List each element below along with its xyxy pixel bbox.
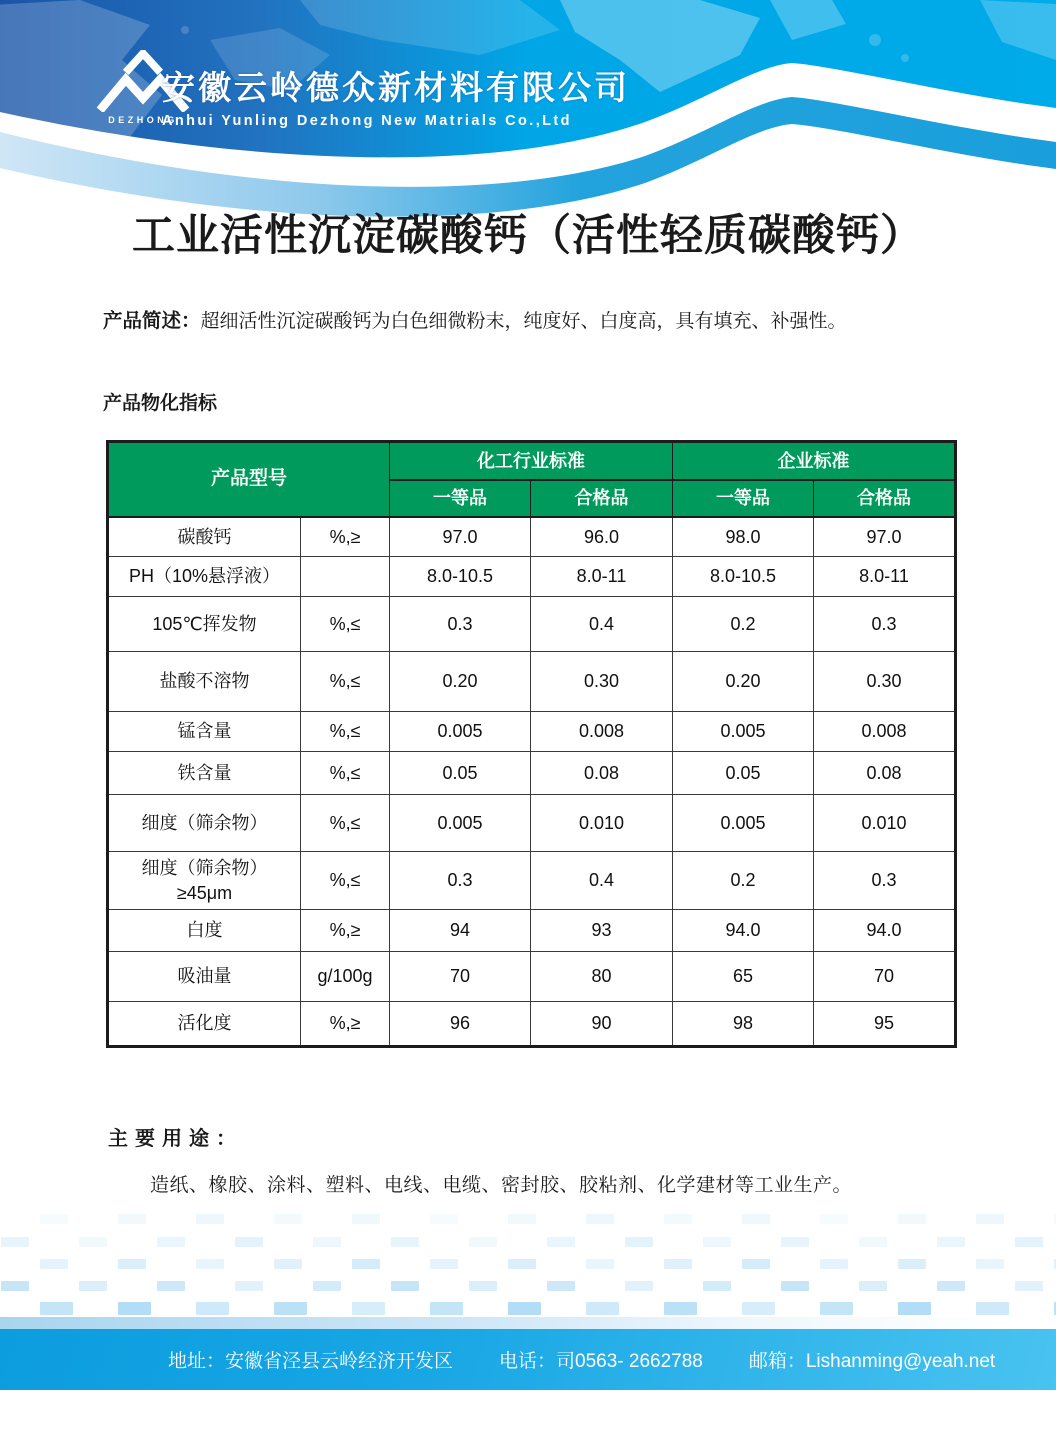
spec-value-cell: 0.008 [531, 712, 673, 752]
mosaic-square [820, 1214, 848, 1224]
company-names [162, 62, 630, 129]
mosaic-square [976, 1302, 1009, 1315]
mosaic-square [859, 1281, 887, 1291]
spec-value-cell: 65 [673, 952, 814, 1002]
mosaic-square [781, 1281, 809, 1291]
mosaic-square [235, 1237, 263, 1247]
mosaic-square [820, 1302, 853, 1315]
spec-value-cell: 0.08 [531, 752, 673, 795]
spec-unit-cell: %,≤ [301, 652, 390, 712]
mosaic-square [742, 1259, 770, 1269]
mosaic-square [1, 1281, 29, 1291]
mosaic-square [781, 1237, 809, 1247]
table-row [108, 852, 956, 910]
spec-value-cell: 0.2 [673, 852, 814, 910]
mosaic-square [976, 1259, 1004, 1269]
spec-unit-cell: %,≤ [301, 752, 390, 795]
table-row [108, 1002, 956, 1047]
mosaic-square [469, 1237, 497, 1247]
mosaic-square [976, 1214, 1004, 1224]
header-product-model: 产品型号 [108, 442, 390, 517]
mosaic-square [430, 1302, 463, 1315]
sub-header-qualified-2: 合格品 [814, 480, 956, 517]
mosaic-square [313, 1281, 341, 1291]
spec-name-cell: 细度（筛余物） ≥45μm [108, 852, 301, 910]
mosaic-square [937, 1281, 965, 1291]
spec-unit-cell: %,≤ [301, 795, 390, 852]
table-row [108, 795, 956, 852]
mosaic-square [586, 1302, 619, 1315]
spec-unit-cell [301, 557, 390, 597]
spec-value-cell: 94 [390, 910, 531, 952]
sub-header-qualified-1: 合格品 [531, 480, 673, 517]
spec-value-cell: 8.0-10.5 [673, 557, 814, 597]
pale-strip [0, 1317, 1056, 1329]
table-row [108, 517, 956, 557]
mosaic-square [235, 1281, 263, 1291]
spec-value-cell: 0.010 [814, 795, 956, 852]
table-row [108, 952, 956, 1002]
spec-value-cell: 0.05 [673, 752, 814, 795]
mosaic-square [664, 1214, 692, 1224]
spec-value-cell: 0.30 [814, 652, 956, 712]
spec-value-cell: 0.010 [531, 795, 673, 852]
spec-value-cell: 0.008 [814, 712, 956, 752]
spec-name-cell: 吸油量 [108, 952, 301, 1002]
spec-value-cell: 0.08 [814, 752, 956, 795]
sub-header-first-grade-2: 一等品 [673, 480, 814, 517]
summary-text: 超细活性沉淀碳酸钙为白色细微粉末，纯度好、白度高，具有填充、补强性。 [200, 311, 847, 332]
mosaic-square [352, 1302, 385, 1315]
spec-value-cell: 0.4 [531, 852, 673, 910]
mosaic-square [1, 1237, 29, 1247]
spec-value-cell: 0.3 [390, 852, 531, 910]
spec-value-cell: 97.0 [814, 517, 956, 557]
spec-value-cell: 98 [673, 1002, 814, 1047]
spec-value-cell: 8.0-11 [531, 557, 673, 597]
mosaic-square [586, 1259, 614, 1269]
uses-text: 造纸、橡胶、涂料、塑料、电线、电缆、密封胶、胶粘剂、化学建材等工业生产。 [150, 1175, 853, 1196]
table-row [108, 712, 956, 752]
spec-unit-cell: %,≤ [301, 597, 390, 652]
spec-value-cell: 0.3 [814, 597, 956, 652]
table-row [108, 597, 956, 652]
product-summary [103, 308, 963, 336]
spec-value-cell: 96.0 [531, 517, 673, 557]
spec-value-cell: 97.0 [390, 517, 531, 557]
spec-name-cell: 碳酸钙 [108, 517, 301, 557]
mosaic-square [703, 1281, 731, 1291]
spec-name-cell: 105℃挥发物 [108, 597, 301, 652]
footer-address: 地址：安徽省泾县云岭经济开发区 [168, 1351, 454, 1372]
spec-name-cell: 锰含量 [108, 712, 301, 752]
spec-table-body [108, 517, 956, 1047]
spec-value-cell: 0.05 [390, 752, 531, 795]
mosaic-square [196, 1214, 224, 1224]
mosaic-square [547, 1237, 575, 1247]
spec-name-cell: PH（10%悬浮液） [108, 557, 301, 597]
mosaic-square [898, 1302, 931, 1315]
table-row [108, 652, 956, 712]
mosaic-square [40, 1302, 73, 1315]
mosaic-square [820, 1259, 848, 1269]
logo-text: DEZHONG [108, 115, 178, 125]
mosaic-square [664, 1302, 697, 1315]
spec-unit-cell: %,≤ [301, 852, 390, 910]
mosaic-square [157, 1237, 185, 1247]
mosaic-square [430, 1214, 458, 1224]
footer-phone: 电话：司0563- 2662788 [499, 1351, 703, 1372]
spec-value-cell: 96 [390, 1002, 531, 1047]
sub-header-first-grade-1: 一等品 [390, 480, 531, 517]
spec-value-cell: 0.005 [390, 795, 531, 852]
mosaic-pattern [0, 1205, 1056, 1317]
spec-value-cell: 0.3 [814, 852, 956, 910]
mosaic-square [508, 1302, 541, 1315]
spec-value-cell: 98.0 [673, 517, 814, 557]
mosaic-square [547, 1281, 575, 1291]
mosaic-square [664, 1259, 692, 1269]
mosaic-square [79, 1281, 107, 1291]
mosaic-square [898, 1214, 926, 1224]
mosaic-square [157, 1281, 185, 1291]
mosaic-square [859, 1237, 887, 1247]
spec-value-cell: 8.0-11 [814, 557, 956, 597]
spec-unit-cell: %,≥ [301, 517, 390, 557]
spec-name-cell: 铁含量 [108, 752, 301, 795]
spec-table-header [108, 442, 956, 517]
spec-value-cell: 95 [814, 1002, 956, 1047]
mosaic-square [391, 1281, 419, 1291]
spec-value-cell: 80 [531, 952, 673, 1002]
spec-value-cell: 94.0 [673, 910, 814, 952]
group-header-enterprise-standard: 企业标准 [673, 442, 956, 480]
section-heading-specs: 产品物化指标 [103, 393, 218, 414]
mosaic-square [313, 1237, 341, 1247]
mosaic-square [352, 1214, 380, 1224]
mosaic-square [937, 1237, 965, 1247]
spec-value-cell: 0.2 [673, 597, 814, 652]
spec-name-cell: 细度（筛余物） [108, 795, 301, 852]
spec-value-cell: 0.20 [673, 652, 814, 712]
mosaic-square [196, 1302, 229, 1315]
mosaic-square [703, 1237, 731, 1247]
company-name-en: Anhui Yunling Dezhong New Matrials Co.,Ltd [162, 113, 572, 129]
mosaic-square [391, 1237, 419, 1247]
mosaic-square [430, 1259, 458, 1269]
mosaic-square [1015, 1237, 1043, 1247]
mosaic-square [742, 1302, 775, 1315]
mosaic-square [118, 1214, 146, 1224]
spec-value-cell: 8.0-10.5 [390, 557, 531, 597]
mosaic-square [898, 1259, 926, 1269]
mosaic-square [118, 1259, 146, 1269]
mosaic-square [352, 1259, 380, 1269]
mosaic-square [274, 1302, 307, 1315]
spec-name-cell: 盐酸不溶物 [108, 652, 301, 712]
group-header-industry-standard: 化工行业标准 [390, 442, 673, 480]
spec-value-cell: 0.20 [390, 652, 531, 712]
spec-table [106, 440, 957, 1048]
uses-heading: 主要用途： [108, 1128, 243, 1150]
footer-email: 邮箱：Lishanming@yeah.net [748, 1351, 996, 1372]
table-row [108, 557, 956, 597]
mosaic-square [742, 1214, 770, 1224]
spec-unit-cell: %,≥ [301, 910, 390, 952]
spec-value-cell: 0.4 [531, 597, 673, 652]
mosaic-square [586, 1214, 614, 1224]
spec-value-cell: 0.005 [390, 712, 531, 752]
mosaic-square [118, 1302, 151, 1315]
spec-name-cell: 活化度 [108, 1002, 301, 1047]
spec-value-cell: 0.005 [673, 712, 814, 752]
mosaic-square [274, 1214, 302, 1224]
spec-value-cell: 0.005 [673, 795, 814, 852]
spec-value-cell: 90 [531, 1002, 673, 1047]
mosaic-square [1015, 1281, 1043, 1291]
mosaic-square [625, 1281, 653, 1291]
page-title: 工业活性沉淀碳酸钙（活性轻质碳酸钙） [132, 212, 924, 260]
mosaic-square [625, 1237, 653, 1247]
mosaic-square [79, 1237, 107, 1247]
spec-unit-cell: g/100g [301, 952, 390, 1002]
table-row [108, 910, 956, 952]
company-name-cn: 安徽云岭德众新材料有限公司 [162, 69, 630, 106]
spec-value-cell: 94.0 [814, 910, 956, 952]
spec-value-cell: 70 [814, 952, 956, 1002]
spec-name-cell: 白度 [108, 910, 301, 952]
mosaic-square [40, 1214, 68, 1224]
spec-value-cell: 93 [531, 910, 673, 952]
mosaic-square [508, 1259, 536, 1269]
footer-bar [0, 1329, 1056, 1390]
spec-value-cell: 0.3 [390, 597, 531, 652]
mosaic-square [469, 1281, 497, 1291]
spec-value-cell: 70 [390, 952, 531, 1002]
spec-value-cell: 0.30 [531, 652, 673, 712]
mosaic-square [40, 1259, 68, 1269]
spec-unit-cell: %,≥ [301, 1002, 390, 1047]
summary-label: 产品简述： [103, 310, 201, 332]
mosaic-square [274, 1259, 302, 1269]
spec-unit-cell: %,≤ [301, 712, 390, 752]
mosaic-square [196, 1259, 224, 1269]
table-row [108, 752, 956, 795]
mosaic-square [508, 1214, 536, 1224]
